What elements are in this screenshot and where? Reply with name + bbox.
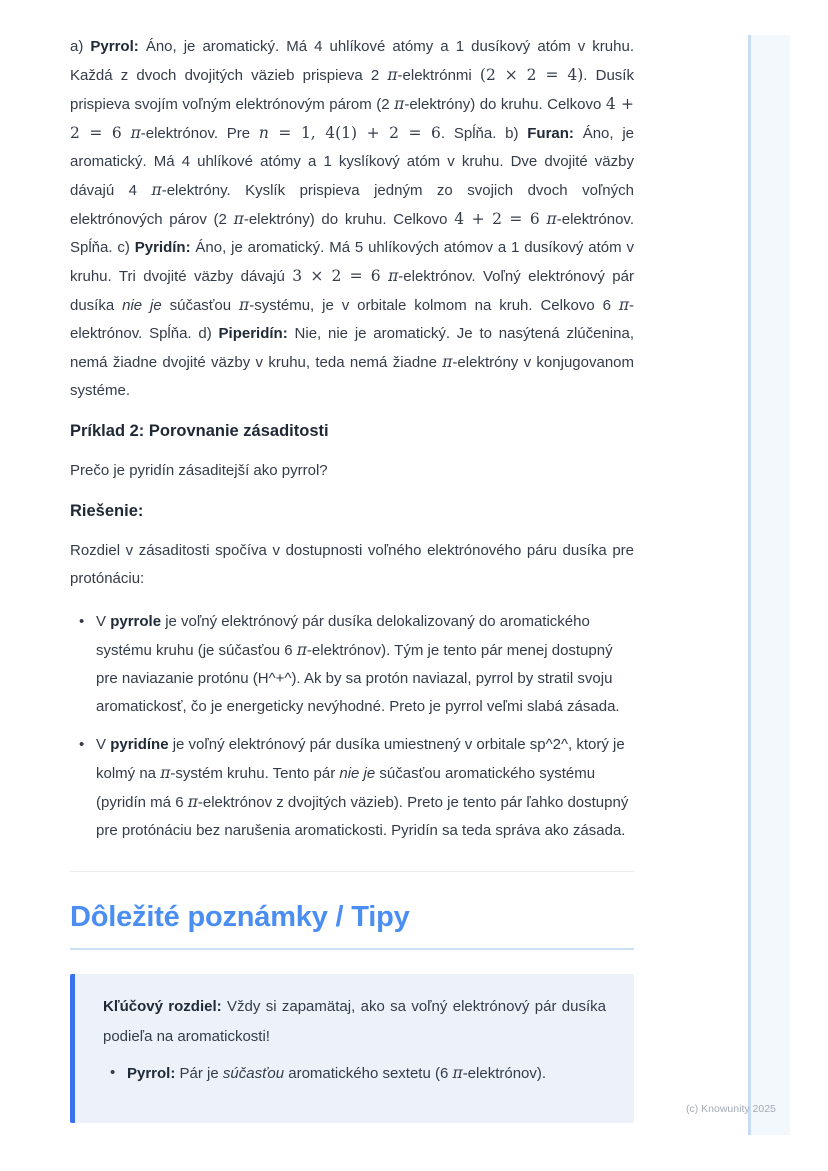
text-run: π xyxy=(151,181,162,199)
text-run: Áno, je aromatický. Má 4 uhlíkové atómy a 1 dusíkový atóm v kruhu. Každá z dvoch dvojitých väzieb prispieva 2 xyxy=(70,38,634,84)
text-run: Nie, nie je aromatický. Je to nasýtená zlúčenina, nemá žiadne dvojité väzby v kruhu, teda nemá žiadne xyxy=(70,325,634,371)
section-divider xyxy=(70,871,634,872)
paragraph-basicity-intro: Rozdiel v zásaditosti spočíva v dostupnosti voľného elektrónového páru dusíka pre protónáciu: xyxy=(70,542,634,587)
text-run: π xyxy=(452,1064,463,1082)
text-run: Pár je xyxy=(175,1065,223,1082)
text-run: Áno, je aromatický. Má 5 uhlíkových atómov a 1 dusíkový atóm v kruhu. Tri dvojité väzby dávajú xyxy=(70,239,634,285)
heading-important-notes: Dôležité poznámky / Tipy xyxy=(70,900,634,950)
text-run: Pyrrol: xyxy=(127,1065,176,1082)
text-run: 3 × 2 = 6 xyxy=(292,267,381,285)
callout-key-difference xyxy=(70,974,634,1123)
text-run: -systému, je v orbitale kolmom na kruh. Celkovo 6 xyxy=(249,297,619,314)
text-run: π xyxy=(387,66,398,84)
text-run: V xyxy=(96,736,111,753)
text-run: Pyrrol: xyxy=(90,38,139,55)
text-run: = 1, 4(1) + 2 = 6 xyxy=(268,124,441,142)
text-run: π xyxy=(388,267,399,285)
text-run: súčasťou xyxy=(161,297,240,314)
text-run: π xyxy=(233,210,244,228)
text-run: (2 × 2 = 4) xyxy=(479,66,584,84)
text-run: π xyxy=(130,124,141,142)
paragraph-question: Prečo je pyridín zásaditejší ako pyrrol? xyxy=(70,462,328,479)
text-run: . Spĺňa. b) xyxy=(440,125,528,142)
list-item-pyrrole xyxy=(96,608,634,721)
text-run: π xyxy=(296,641,307,659)
text-run: Piperidín: xyxy=(218,325,288,342)
text-run: π xyxy=(160,764,171,782)
text-run: pyrrole xyxy=(110,613,162,630)
text-run: -elektróny v konjugovanom systéme. xyxy=(70,354,634,399)
text-run: súčasťou aromatického systému (pyridín má 6 xyxy=(96,765,596,811)
callout-item-pyrrol-text xyxy=(127,1065,546,1082)
text-run: π xyxy=(442,353,453,371)
text-run: -elektrónov. Voľný elektrónový pár dusíka xyxy=(70,268,634,314)
text-run: Furan: xyxy=(527,125,574,142)
callout-list xyxy=(103,1058,606,1089)
text-run: -elektrónov. Pre xyxy=(140,125,259,142)
text-run xyxy=(381,268,388,285)
paragraph-aromatic-examples xyxy=(70,33,634,405)
callout-item-pyrrol xyxy=(127,1058,606,1089)
heading-solution: Riešenie: xyxy=(70,502,144,520)
text-run: -systém kruhu. Tento pár xyxy=(170,765,340,782)
text-run: n xyxy=(258,124,269,142)
text-run: V xyxy=(96,613,111,630)
text-run xyxy=(540,211,547,228)
text-run: -elektróny) do kruhu. Celkovo xyxy=(243,211,455,228)
list-item-pyrrole-text xyxy=(96,613,620,715)
text-run: nie je xyxy=(339,765,376,782)
text-run: -elektrónmi xyxy=(397,67,480,84)
text-run: π xyxy=(187,793,198,811)
list-item-pyridine xyxy=(96,731,634,845)
text-run: je voľný elektrónový pár dusíka delokalizovaný do aromatického systému kruhu (je súčasťou 6 xyxy=(96,613,590,659)
text-run: π xyxy=(546,210,557,228)
text-run: -elektrónov. Spĺňa. c) xyxy=(70,211,634,256)
text-run: -elektróny) do kruhu. Celkovo xyxy=(404,96,606,113)
text-run: súčasťou xyxy=(222,1065,285,1082)
text-run: Kľúčový rozdiel: xyxy=(103,998,222,1015)
text-run xyxy=(122,125,131,142)
heading-example-2: Príklad 2: Porovnanie zásaditosti xyxy=(70,422,329,440)
text-run: -elektrónov). Tým je tento pár menej dostupný pre naviazanie protónu (H^+^). Ak by sa protón naviazal, pyrrol by stratil svoju aromatickosť, čo je energeticky nevýhodné. Preto je pyrrol veľmi slabá zásada. xyxy=(96,642,620,715)
text-run: 4 + 2 = 6 xyxy=(454,210,540,228)
text-run: -elektrónov z dvojitých väzieb). Preto je tento pár ľahko dostupný pre protónáciu bez narušenia aromatickosti. Pyridín sa teda správa ako zásada. xyxy=(96,794,629,839)
basicity-list xyxy=(70,608,634,845)
text-run: nie je xyxy=(122,297,162,314)
text-run: Vždy si zapamätaj, ako sa voľný elektrónový pár dusíka podieľa na aromatickosti! xyxy=(103,998,606,1045)
callout-paragraph xyxy=(103,992,606,1052)
text-run: Pyridín: xyxy=(134,239,191,256)
next-page-preview-strip xyxy=(751,35,790,1135)
text-run: . Dusík prispieva svojím voľným elektrónovým párom (2 xyxy=(70,67,634,113)
footer-copyright: (c) Knowunity 2025 xyxy=(686,1103,776,1115)
text-run: Áno, je aromatický. Má 4 uhlíkové atómy a 1 kyslíkový atóm v kruhu. Dve dvojité väzby dávajú 4 xyxy=(70,125,635,199)
text-run: pyridíne xyxy=(110,736,169,753)
list-item-pyridine-text xyxy=(96,736,628,839)
text-run: je voľný elektrónový pár dusíka umiestnený v orbitale sp^2^, ktorý je kolmý na xyxy=(96,736,625,782)
text-run: a) xyxy=(70,38,91,55)
text-run: 4 + 2 = 6 xyxy=(70,95,634,142)
text-run: -elektróny. Kyslík prispieva jedným zo svojich dvoch voľných elektrónových párov (2 xyxy=(70,182,634,228)
text-run: π xyxy=(618,296,629,314)
text-run: aromatického sextetu (6 xyxy=(284,1065,453,1082)
document-content xyxy=(70,33,634,1123)
text-run: -elektrónov). xyxy=(462,1065,547,1082)
text-run: π xyxy=(394,95,405,113)
text-run: π xyxy=(239,296,250,314)
text-run: -elektrónov. Spĺňa. d) xyxy=(70,297,634,342)
